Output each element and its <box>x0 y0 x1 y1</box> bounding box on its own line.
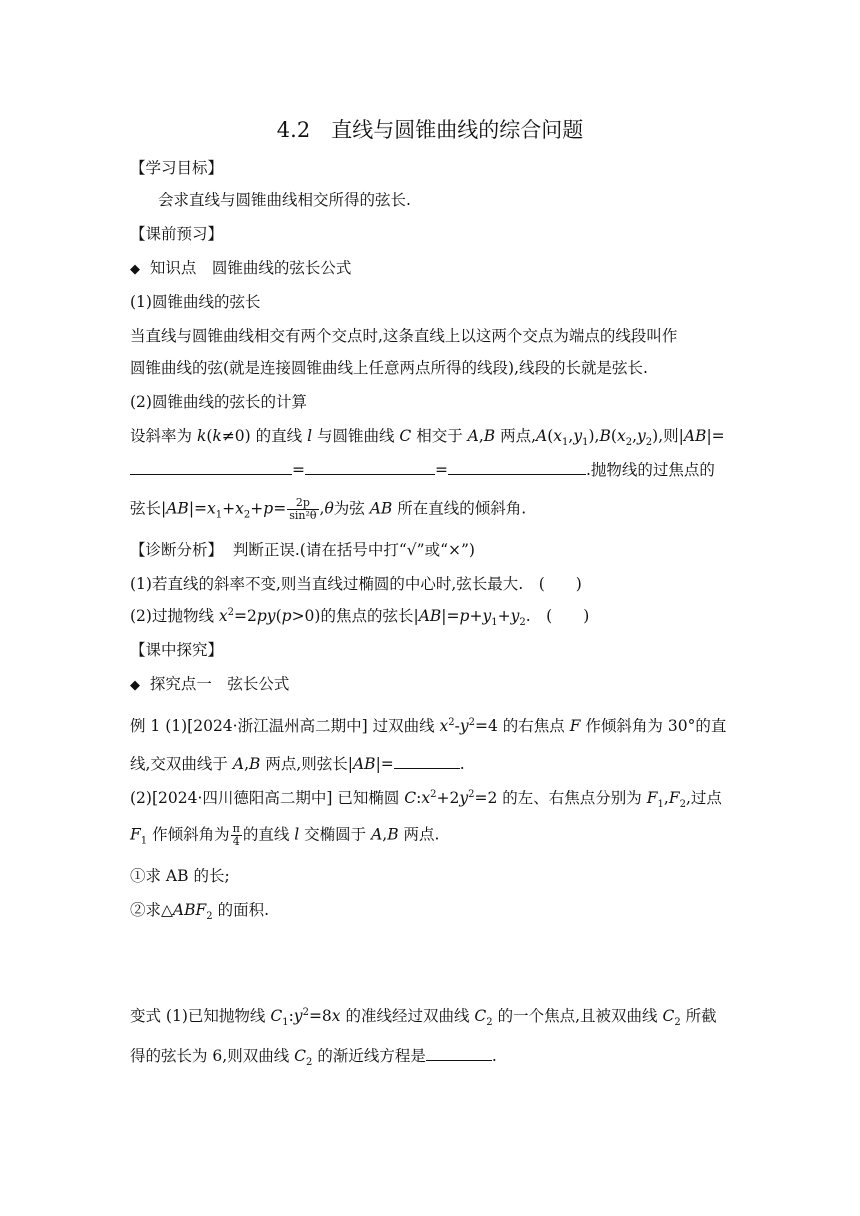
preview-header: 【课前预习】 <box>130 225 224 243</box>
example2-line1: (2)[2024·四川德阳高二期中] 已知椭圆 $C:x^2+2y^2=2$ 的左、右焦点分别为 $F_1,F_2$,过点 <box>130 788 722 811</box>
fraction: $\frac{\pi}{4}$ <box>232 822 240 848</box>
answer-blank[interactable] <box>448 460 586 475</box>
knowledge-point-heading <box>130 257 351 281</box>
goals-header: 【学习目标】 <box>130 159 224 177</box>
example2-sub2: ②求$\triangle ABF_2$ 的面积. <box>130 901 269 923</box>
example1-line1: 例 1 (1)[2024·浙江温州高二期中] 过双曲线 $x^2-y^2=4$ 的右焦点 F 作倾斜角为 30°的直 <box>130 716 727 735</box>
knowledge-p1-line1: 当直线与圆锥曲线相交有两个交点时,这条直线上以这两个交点为端点的线段叫作 <box>130 327 678 345</box>
answer-blank[interactable] <box>394 754 460 769</box>
variant-line1: 变式 (1)已知抛物线 $C_1:y^2=8x$ 的准线经过双曲线 $C_2$ 的一个焦点,且被双曲线 $C_2$ 所截 <box>130 1006 717 1029</box>
knowledge-p2-title: (2)圆锥曲线的弦长的计算 <box>130 393 307 411</box>
diamond-bullet-icon: ◆ <box>130 262 140 277</box>
answer-blank[interactable] <box>130 460 292 475</box>
inclass-header: 【课中探究】 <box>130 641 224 659</box>
diagnosis-q2: (2)过抛物线 $x^2=2py(p>0)$的焦点的弦长$|AB|=p+y_1+y_2$. ( ) <box>130 606 590 629</box>
knowledge-p1-line2: 圆锥曲线的弦(就是连接圆锥曲线上任意两点所得的线段),线段的长就是弦长. <box>130 359 648 377</box>
knowledge-point-label: 知识点 圆锥曲线的弦长公式 <box>149 259 352 277</box>
example2-line2: $F_1$ 作倾斜角为 $\frac{\pi}{4}$ 的直线 l 交椭圆于 A,B 两点. <box>130 822 440 848</box>
knowledge-formula-blanks: = = .抛物线的过焦点的 <box>130 459 715 481</box>
diamond-bullet-icon: ◆ <box>130 678 140 693</box>
knowledge-p1-title: (1)圆锥曲线的弦长 <box>130 293 261 311</box>
example2-sub1: ①求 AB 的长; <box>130 867 230 885</box>
explore-point-heading <box>130 673 289 697</box>
diagnosis-q1: (1)若直线的斜率不变,则当直线过椭圆的中心时,弦长最大. ( ) <box>130 575 582 593</box>
explore-point-label: 探究点一 弦长公式 <box>149 675 290 693</box>
diagnosis-header: 【诊断分析】 <box>130 541 224 559</box>
example1-line2: 线,交双曲线于 A,B 两点,则弦长|AB|= . <box>130 755 465 773</box>
goals-text: 会求直线与圆锥曲线相交所得的弦长. <box>158 191 411 209</box>
knowledge-p2-line1: 设斜率为 k(k≠0) 的直线 l 与圆锥曲线 C 相交于 A,B 两点$,A(x_1,y_1),B(x_2,y_2)$,则|AB|= <box>130 427 725 449</box>
variant-line2: 得的弦长为 6,则双曲线 $C_2$ 的渐近线方程是 . <box>130 1047 497 1069</box>
page-title: 4.2 直线与圆锥曲线的综合问题 <box>276 118 584 142</box>
answer-blank[interactable] <box>426 1046 492 1061</box>
diagnosis-line <box>130 539 475 561</box>
fraction: $\frac{2p}{\text{sin²θ}}$ <box>289 496 317 522</box>
diagnosis-instruction: 判断正误.(请在括号中打“√”或“×”) <box>232 541 475 559</box>
answer-blank[interactable] <box>305 460 435 475</box>
knowledge-chord-formula: 弦长$|AB|=x_1+x_2+p=$ $\frac{2p}{\text{sin²θ}}$ ,θ为弦 AB 所在直线的倾斜角. <box>130 496 527 522</box>
